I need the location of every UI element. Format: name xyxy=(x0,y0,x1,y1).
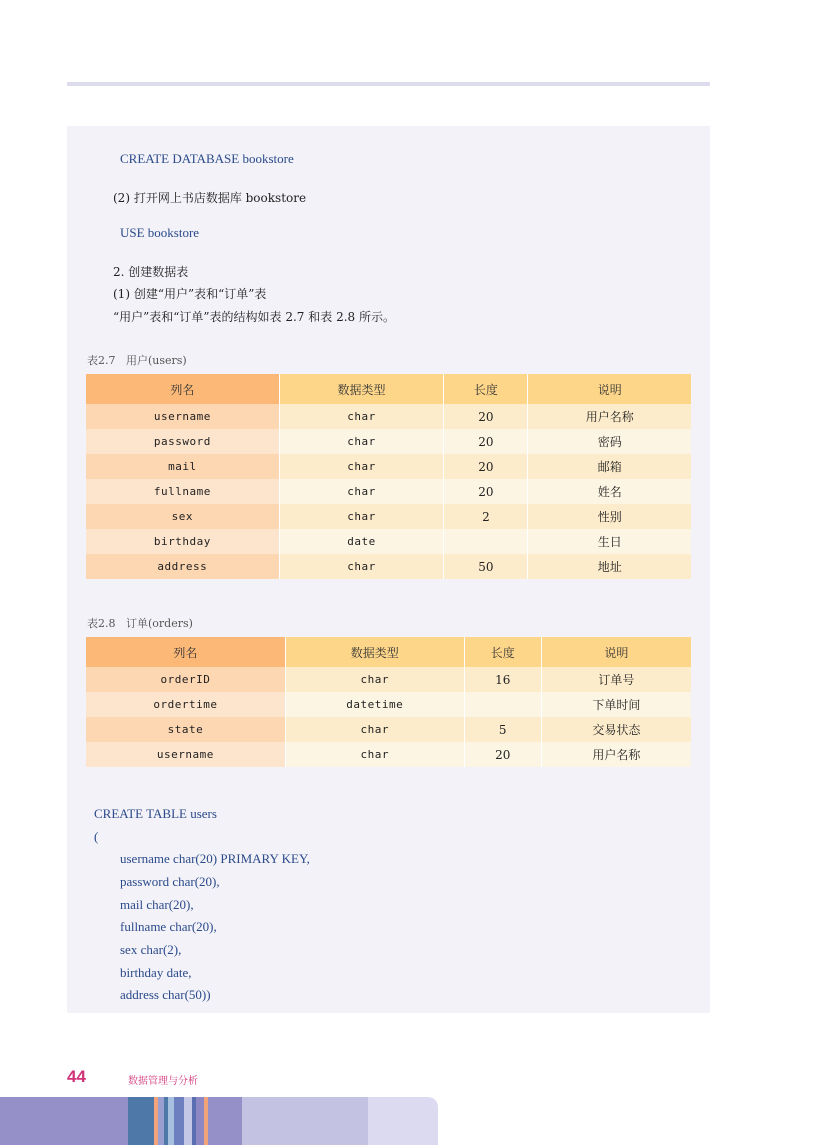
cell-description: 地址 xyxy=(528,554,691,579)
cell-description: 姓名 xyxy=(528,479,691,504)
cell-data-type: char xyxy=(279,404,444,429)
code-use-database: USE bookstore xyxy=(120,225,200,240)
cell-description: 用户名称 xyxy=(528,404,691,429)
footer-book-title: 数据管理与分析 xyxy=(128,1076,198,1087)
cell-length xyxy=(464,692,541,717)
cell-description: 交易状态 xyxy=(541,717,691,742)
cell-description: 性别 xyxy=(528,504,691,529)
table-row xyxy=(86,454,691,479)
cell-data-type: char xyxy=(279,454,444,479)
cell-length: 20 xyxy=(464,742,541,767)
cell-data-type: char xyxy=(279,554,444,579)
cell-length: 20 xyxy=(444,429,528,454)
cell-length: 20 xyxy=(444,479,528,504)
page-number: 44 xyxy=(67,1067,86,1086)
code-create-table-header: CREATE TABLE users xyxy=(94,806,217,821)
header-column-name: 列名 xyxy=(86,374,279,404)
tables-intro: “用户”表和“订单”表的结构如表 2.7 和表 2.8 所示。 xyxy=(113,310,395,324)
table-row xyxy=(86,504,691,529)
code-line: birthday date, xyxy=(120,965,192,980)
code-line: username char(20) PRIMARY KEY, xyxy=(120,851,310,866)
code-line: mail char(20), xyxy=(120,897,194,912)
step-create-tables: (1) 创建“用户”表和“订单”表 xyxy=(113,287,267,301)
table-header-row xyxy=(86,374,691,404)
cell-column-name: birthday xyxy=(86,529,279,554)
cell-column-name: password xyxy=(86,429,279,454)
header-length: 长度 xyxy=(464,637,541,667)
cell-description: 邮箱 xyxy=(528,454,691,479)
cell-column-name: fullname xyxy=(86,479,279,504)
table-row xyxy=(86,717,691,742)
cell-data-type: char xyxy=(285,667,464,692)
table-row xyxy=(86,692,691,717)
cell-description: 密码 xyxy=(528,429,691,454)
code-line: password char(20), xyxy=(120,874,220,889)
table-row xyxy=(86,404,691,429)
cell-column-name: sex xyxy=(86,504,279,529)
cell-column-name: address xyxy=(86,554,279,579)
table-caption-users: 表2.7 用户(users) xyxy=(87,354,187,367)
step-open-database: (2) 打开网上书店数据库 bookstore xyxy=(113,191,307,205)
table-row xyxy=(86,554,691,579)
code-create-database: CREATE DATABASE bookstore xyxy=(120,151,294,166)
code-line: sex char(2), xyxy=(120,942,182,957)
cell-length: 50 xyxy=(444,554,528,579)
cell-length xyxy=(444,529,528,554)
table-row xyxy=(86,667,691,692)
code-line: address char(50)) xyxy=(120,987,211,1002)
cell-data-type: char xyxy=(279,479,444,504)
header-description: 说明 xyxy=(528,374,691,404)
cell-column-name: state xyxy=(86,717,285,742)
header-data-type: 数据类型 xyxy=(279,374,444,404)
cell-column-name: username xyxy=(86,742,285,767)
cell-data-type: char xyxy=(285,742,464,767)
header-description: 说明 xyxy=(541,637,691,667)
header-length: 长度 xyxy=(444,374,528,404)
cell-column-name: ordertime xyxy=(86,692,285,717)
code-open-paren: ( xyxy=(94,829,99,844)
cell-description: 下单时间 xyxy=(541,692,691,717)
code-line: fullname char(20), xyxy=(120,919,217,934)
cell-data-type: char xyxy=(279,429,444,454)
cell-data-type: char xyxy=(279,504,444,529)
top-rule xyxy=(67,82,710,86)
cell-column-name: mail xyxy=(86,454,279,479)
orders-table xyxy=(86,637,691,767)
table-row xyxy=(86,742,691,767)
cell-description: 订单号 xyxy=(541,667,691,692)
cell-data-type: datetime xyxy=(285,692,464,717)
table-header-row xyxy=(86,637,691,667)
cell-length: 5 xyxy=(464,717,541,742)
cell-description: 用户名称 xyxy=(541,742,691,767)
cell-length: 16 xyxy=(464,667,541,692)
cell-length: 20 xyxy=(444,404,528,429)
cell-column-name: username xyxy=(86,404,279,429)
users-table xyxy=(86,374,691,579)
cell-description: 生日 xyxy=(528,529,691,554)
section-title: 2. 创建数据表 xyxy=(113,265,189,279)
table-row xyxy=(86,529,691,554)
table-row xyxy=(86,479,691,504)
table-caption-orders: 表2.8 订单(orders) xyxy=(87,617,193,630)
table-row xyxy=(86,429,691,454)
cell-length: 2 xyxy=(444,504,528,529)
cell-data-type: date xyxy=(279,529,444,554)
cell-column-name: orderID xyxy=(86,667,285,692)
header-data-type: 数据类型 xyxy=(285,637,464,667)
cell-length: 20 xyxy=(444,454,528,479)
header-column-name: 列名 xyxy=(86,637,285,667)
cell-data-type: char xyxy=(285,717,464,742)
